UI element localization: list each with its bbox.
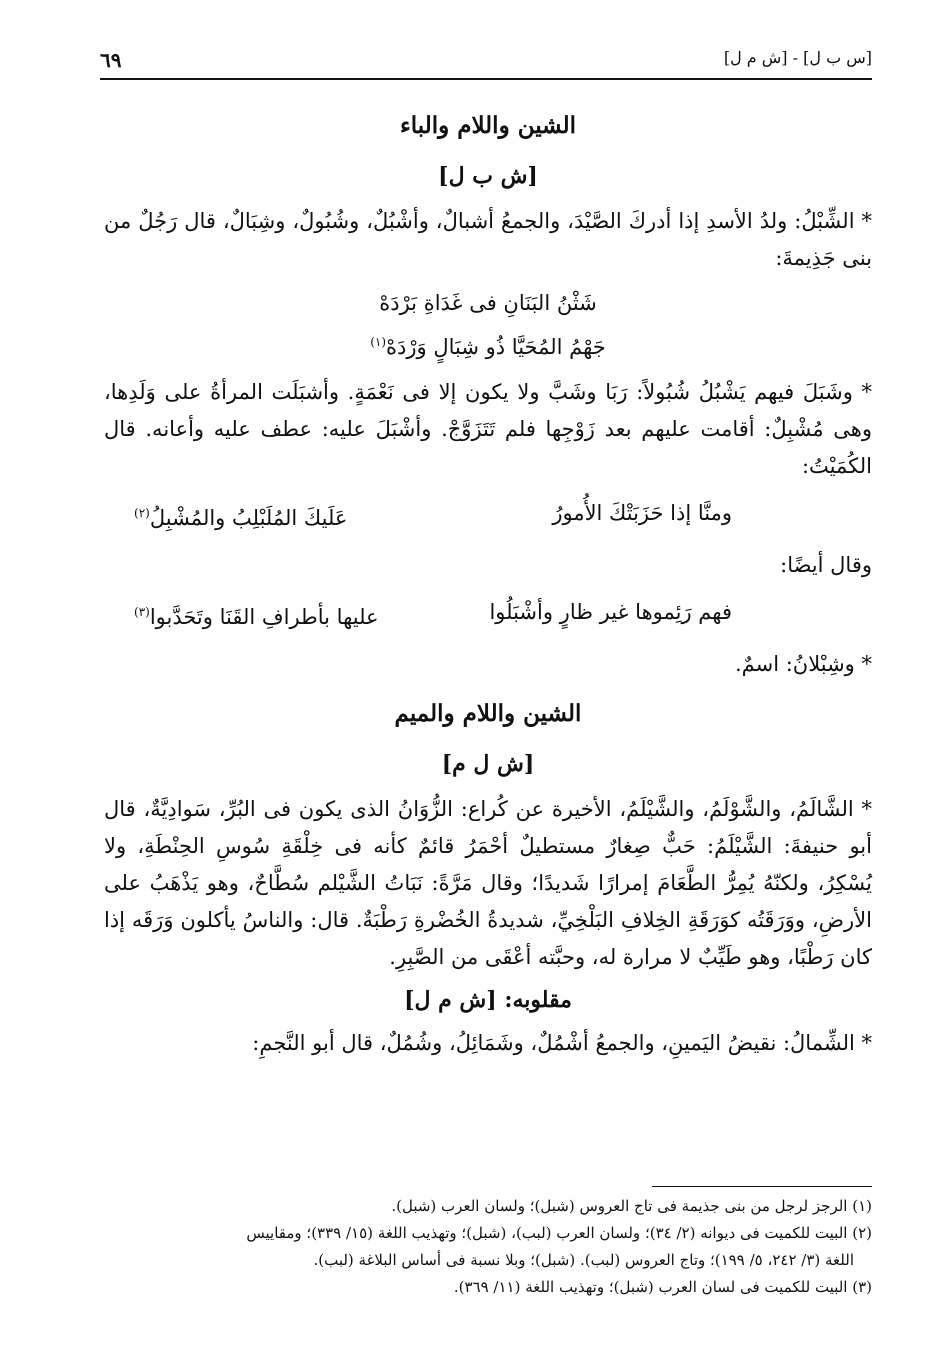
entry-paragraph: * وشَبَلَ فيهم يَشْبُلُ شُبُولاً: رَبَا وشَبَّ ولا يكون إلا فى نَعْمَةٍ. وأشبَلَت المرأةُ على وَلَدِها، وهى مُشْبِلٌ: أقامت عليهم بعد زَوْجِها فلم تَتَزَوَّجْ. وأشْبَلَ عليه: عطف عليه وأعانه. قال الكُمَيْتُ: xyxy=(104,380,872,478)
footnote-2-continued: اللغة (٣/ ٢٤٢، ٥/ ١٩٩)؛ وتاج العروس (لبب). (شبل)؛ وبلا نسبة فى أساس البلاغة (لبب). xyxy=(313,1251,854,1269)
verse-line xyxy=(104,324,872,366)
entry-paragraph: * الشِّبْلُ: ولدُ الأسدِ إذا أدركَ الصَّيْدَ، والجمعُ أشبالٌ، وأشْبُلٌ، وشُبُولٌ، وشِبَالٌ، قال رَجُلٌ من بنى جَذِيمةَ: xyxy=(104,209,872,270)
hemistich-second xyxy=(134,594,379,636)
page-header xyxy=(100,44,872,80)
footnote-marker: (٢) xyxy=(134,506,150,520)
entry-paragraph: وقال أيضًا: xyxy=(780,553,872,577)
rajaz-verse xyxy=(104,285,872,366)
hemistich-first: فهم رَئِموها غير ظارٍ وأشْبَلُوا xyxy=(489,600,732,624)
poetry-bait xyxy=(104,594,872,636)
maqlub-heading: مقلوبه: [ش م ل] xyxy=(404,987,572,1013)
page-body xyxy=(104,95,872,1062)
footnote-divider xyxy=(652,1186,872,1187)
hemistich-first: ومنَّا إذا حَزَبَتْكَ الأُمورُ xyxy=(552,501,732,525)
verse-text: جَهْمُ المُحَيَّا ذُو شِبَالٍ وَرْدَهْ xyxy=(386,335,606,359)
footnotes xyxy=(104,1193,872,1301)
verse-line: شَثْنُ البَنَانِ فى غَدَاةِ بَرْدَهْ xyxy=(379,291,597,315)
root-heading-shin-ba-lam: [ش ب ل] xyxy=(438,163,538,189)
entry-paragraph: * الشَّالَمُ، والشَّوْلَمُ، والشَّيْلَمُ، الأخيرة عن كُراع: الزُّوَانُ الذى يكون فى البُرِّ، سَوادِيَّةٌ، قال أبو حنيفةَ: الشَّيْلَمُ: حَبٌّ صِغارٌ مستطيلٌ أحْمَرُ قائمٌ كأنه فى خِلْقَةِ سُوسِ الحِنْطَةِ، ولا يُسْكِرُ، ولكنّهُ يُمِرُّ الطَّعَامَ إمرارًا شَديدًا؛ وقال مَرَّةً: نَبَاتُ الشَّيْلم سُطَّاحٌ، وهو يَذْهَبُ على الأرضِ، ووَرَقَتُه كوَرَقَةِ الخِلافِ البَلْخِيِّ، شديدةُ الخُضْرةِ رَطْبَةٌ. قال: والناسُ يأكلون وَرَقَه إذا كان رَطْبًا، وهو طَيِّبٌ لا مرارة له، وحبَّته أعْقَى من الصَّبِرِ. xyxy=(104,797,872,969)
running-title: [س ب ل] - [ش م ل] xyxy=(723,48,872,67)
entry-paragraph: * وشِبْلانُ: اسمٌ. xyxy=(734,652,872,676)
verse-text: عليها بأطرافِ القَنَا وتَحَدَّبوا xyxy=(149,605,379,629)
poetry-bait xyxy=(104,495,872,537)
entry-paragraph: * الشِّمالُ: نقيضُ اليَمينِ، والجمعُ أشْمُلٌ، وشَمَائِلُ، وشُمُلٌ، قال أبو النَّجمِ: xyxy=(252,1031,872,1055)
section-title-shin-lam-ba: الشين واللام والباء xyxy=(399,112,577,139)
footnote-3: (٣) البيت للكميت فى لسان العرب (شبل)؛ وتهذيب اللغة (١١/ ٣٦٩). xyxy=(453,1278,872,1296)
footnote-marker: (٣) xyxy=(134,605,150,619)
footnote-marker: (١) xyxy=(370,335,387,349)
verse-text: عَلَيكَ المُلَبْلِبُ والمُشْبِلُ xyxy=(149,506,348,530)
page-number: ٦٩ xyxy=(100,48,122,72)
footnote-1: (١) الرجز لرجل من بنى جذيمة فى تاج العروس (شبل)؛ ولسان العرب (شبل). xyxy=(391,1197,872,1215)
hemistich-second xyxy=(134,495,347,537)
section-title-shin-lam-mim: الشين واللام والميم xyxy=(394,700,582,727)
footnote-2: (٢) البيت للكميت فى ديوانه (٢/ ٣٤)؛ ولسان العرب (لبب)، (شبل)؛ وتهذيب اللغة (١٥/ ٣٣٩)؛ ومقاييس xyxy=(246,1224,872,1242)
root-heading-shin-lam-mim: [ش ل م] xyxy=(441,751,535,777)
